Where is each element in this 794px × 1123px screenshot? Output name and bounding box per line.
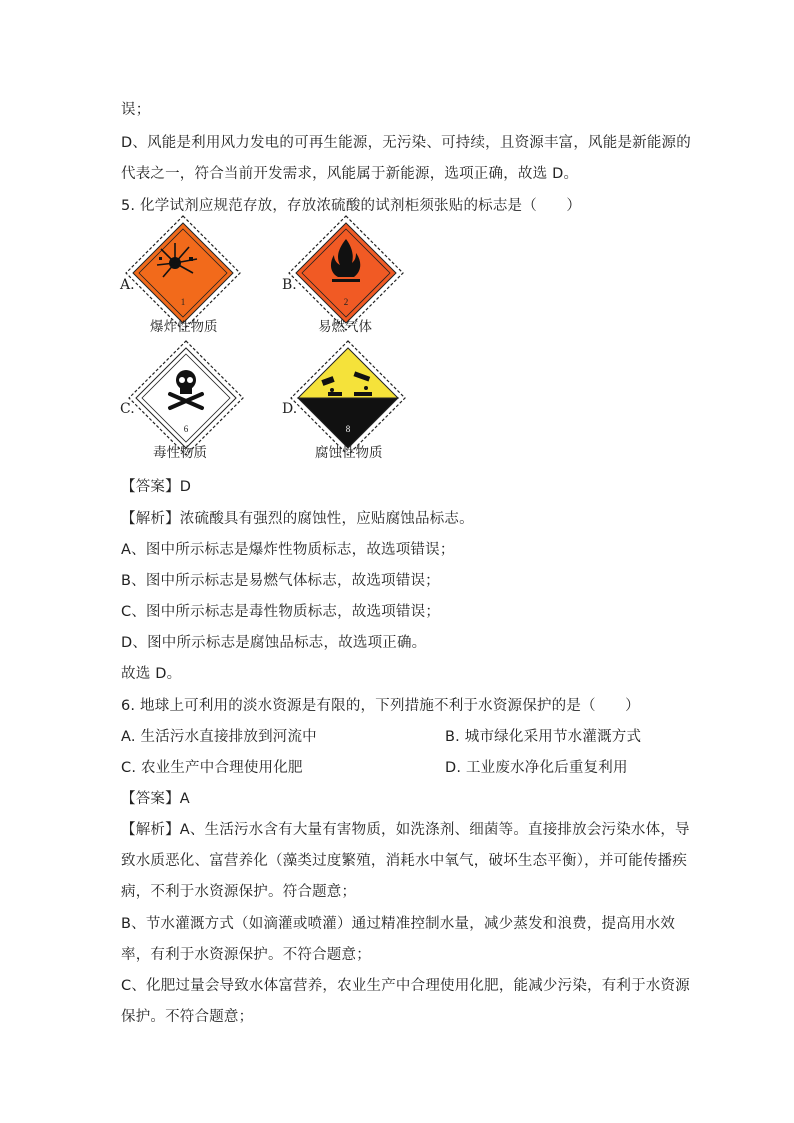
text-line: 病，不利于水资源保护。符合题意； [121, 884, 357, 900]
text-line: 率，有利于水资源保护。不符合题意； [121, 947, 371, 963]
toxic-sign-icon [126, 338, 246, 458]
corrosive-sign-icon [288, 338, 408, 458]
option-c-letter: C. [120, 401, 135, 417]
answer-label: 【答案】A [121, 791, 190, 807]
option-d-letter: D. [282, 401, 298, 417]
option-d-caption: 腐蚀性物质 [315, 445, 383, 461]
sign-number: 6 [183, 424, 189, 434]
flammable-sign-icon [286, 213, 406, 333]
q6-option-b: B. 城市绿化采用节水灌溉方式 [445, 729, 642, 745]
sign-number: 2 [343, 297, 349, 307]
explosive-sign-icon [123, 213, 243, 333]
option-a-letter: A. [120, 277, 135, 293]
text-line: 代表之一，符合当前开发需求，风能属于新能源，选项正确，故选 D。 [121, 166, 579, 182]
option-b-letter: B. [282, 277, 297, 293]
text-line: 误； [121, 102, 151, 118]
text-line: 保护。不符合题意； [121, 1009, 254, 1025]
q6-option-c: C. 农业生产中合理使用化肥 [121, 760, 303, 776]
answer-label: 【答案】D [121, 479, 192, 495]
text-line: B、节水灌溉方式（如滴灌或喷灌）通过精准控制水量，减少蒸发和浪费，提高用水效 [121, 916, 676, 932]
q6-option-a: A. 生活污水直接排放到河流中 [121, 729, 317, 745]
text-line: C、图中所示标志是毒性物质标志，故选项错误； [121, 604, 441, 620]
analysis-line: 【解析】A、生活污水含有大量有害物质，如洗涤剂、细菌等。直接排放会污染水体，导 [121, 822, 690, 838]
sign-number: 1 [180, 297, 186, 307]
question-5: 5. 化学试剂应规范存放，存放浓硫酸的试剂柜须张贴的标志是（ ） [121, 198, 582, 214]
text-line: B、图中所示标志是易燃气体标志，故选项错误； [121, 573, 440, 589]
analysis-line: 【解析】浓硫酸具有强烈的腐蚀性，应贴腐蚀品标志。 [121, 511, 474, 527]
text-line: D、风能是利用风力发电的可再生能源，无污染、可持续，且资源丰富，风能是新能源的 [121, 135, 691, 151]
text-line: 致水质恶化、富营养化（藻类过度繁殖，消耗水中氧气，破坏生态平衡），并可能传播疾 [121, 853, 688, 869]
option-a-caption: 爆炸性物质 [150, 319, 218, 335]
option-c-caption: 毒性物质 [153, 445, 207, 461]
text-line: C、化肥过量会导致水体富营养，农业生产中合理使用化肥，能减少污染，有利于水资源 [121, 978, 690, 994]
text-line: 故选 D。 [121, 666, 182, 682]
sign-number: 8 [345, 424, 351, 434]
question-6: 6. 地球上可利用的淡水资源是有限的，下列措施不利于水资源保护的是（ ） [121, 698, 640, 714]
text-line: A、图中所示标志是爆炸性物质标志，故选项错误； [121, 542, 455, 558]
q6-option-d: D. 工业废水净化后重复利用 [445, 760, 628, 776]
text-line: D、图中所示标志是腐蚀品标志，故选项正确。 [121, 635, 427, 651]
option-b-caption: 易燃气体 [318, 319, 372, 335]
